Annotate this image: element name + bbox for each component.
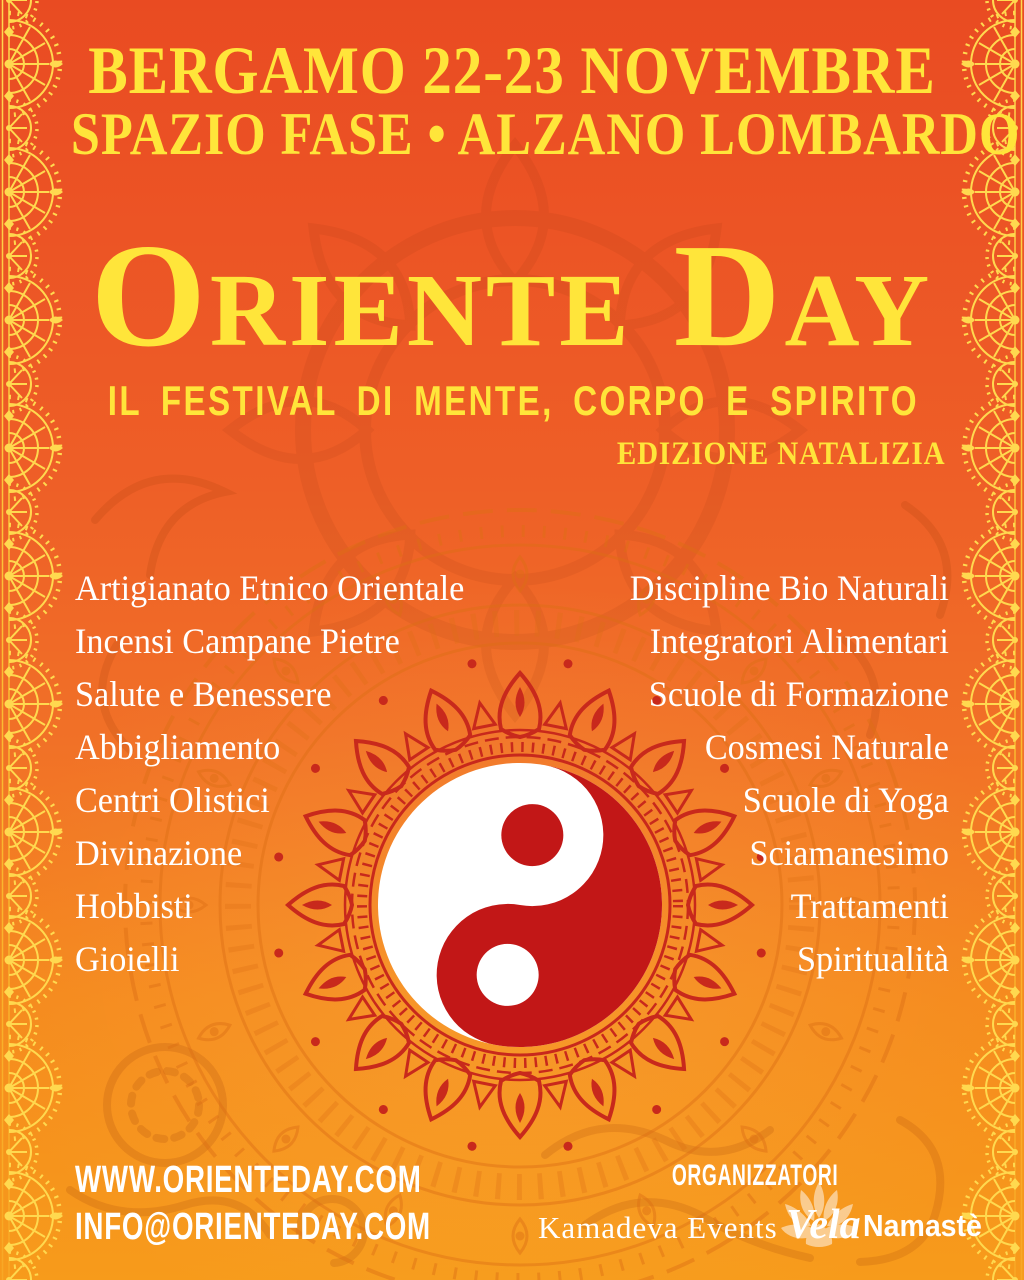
category-item: Sciamanesimo [749, 833, 949, 873]
category-item: Centri Olistici [75, 780, 270, 820]
category-item: Incensi Campane Pietre [75, 621, 400, 661]
organizer-kamadeva-events: Kamadeva Events [538, 1210, 778, 1245]
category-item: Gioielli [75, 939, 180, 979]
event-edition [572, 438, 945, 471]
contact-email: INFO@ORIENTEDAY.COM [75, 1206, 431, 1248]
event-subtitle [0, 377, 1024, 424]
category-item: Scuole di Formazione [648, 674, 949, 714]
organizer-vela-namaste [786, 1204, 992, 1246]
category-item: Salute e Benessere [75, 674, 332, 714]
organizer-namaste-text: Namastè [862, 1208, 982, 1243]
lace-border-left [3, 0, 64, 1280]
category-item: Cosmesi Naturale [704, 727, 949, 767]
category-item: Trattamenti [790, 886, 949, 926]
event-subtitle-text: IL FESTIVAL DI MENTE, CORPO E SPIRITO [107, 377, 919, 424]
event-title: Oriente Day [90, 214, 934, 378]
category-item: Hobbisti [75, 886, 193, 926]
organizers-label-text: ORGANIZZATORI [671, 1159, 839, 1192]
category-item: Spiritualità [797, 939, 949, 979]
contact-block [75, 1157, 562, 1251]
website-url: WWW.ORIENTEDAY.COM [75, 1159, 422, 1201]
category-item: Integratori Alimentari [649, 621, 949, 661]
organizers-label [555, 1161, 955, 1191]
category-item: Artigianato Etnico Orientale [75, 568, 465, 608]
lace-border-right [961, 0, 1022, 1280]
event-venue [0, 101, 1024, 167]
event-city-date [0, 32, 1024, 108]
event-city-date-text: BERGAMO 22-23 NOVEMBRE [88, 32, 936, 108]
event-edition-text: EDIZIONE NATALIZIA [616, 436, 945, 472]
category-item: Abbigliamento [75, 727, 281, 767]
category-list-right [613, 562, 949, 986]
category-item: Discipline Bio Naturali [629, 568, 949, 608]
organizer-vela-text: Vela [786, 1202, 861, 1248]
category-item: Divinazione [75, 833, 243, 873]
category-item: Scuole di Yoga [742, 780, 949, 820]
event-venue-text: SPAZIO FASE • ALZANO LOMBARDO [70, 101, 1021, 167]
category-list-left [75, 562, 485, 986]
